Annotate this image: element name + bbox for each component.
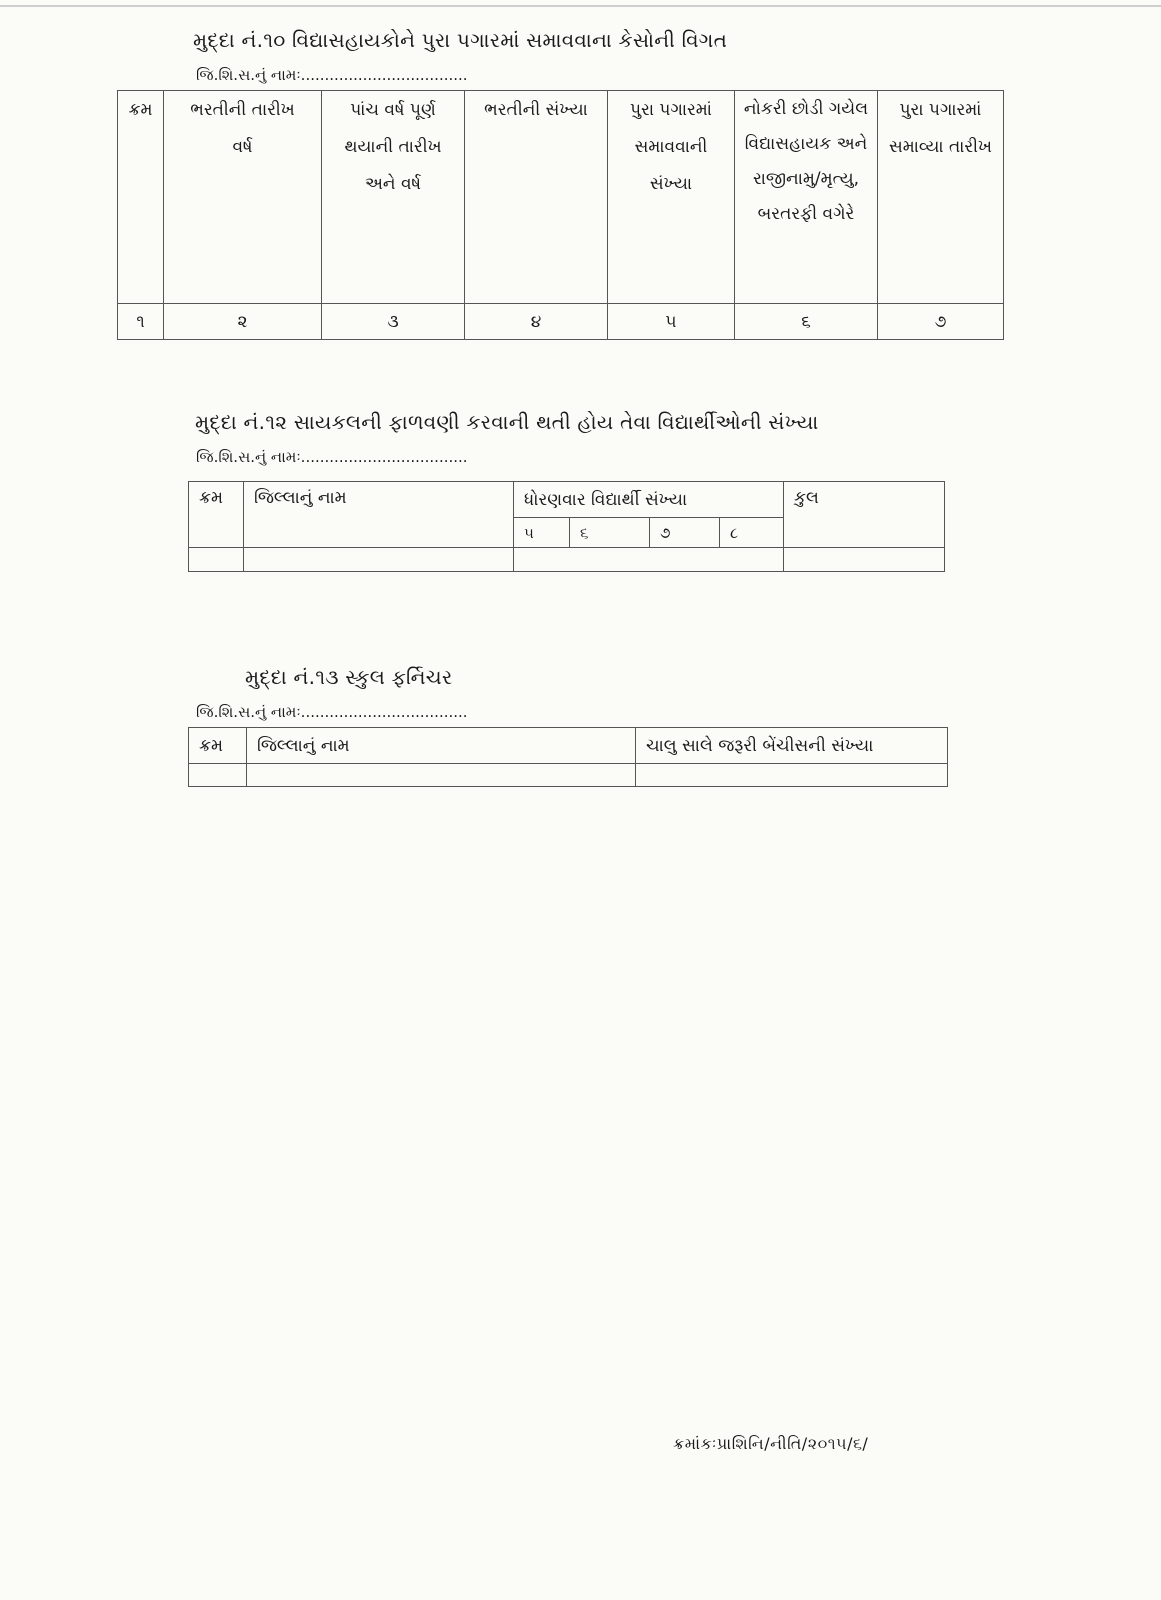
section13-table	[188, 727, 948, 787]
section12-table	[188, 481, 945, 572]
section10-number-row	[118, 304, 1004, 340]
header-total: કુલ	[784, 482, 945, 548]
blank-cell	[514, 548, 784, 572]
section12-heading: મુદ્દા નં.૧૨ સાયકલની ફાળવણી કરવાની થતી હોય તેવા વિદ્યાર્થીઓની સંખ્યા	[195, 410, 819, 434]
section13-heading: મુદ્દા નં.૧૩ સ્કુલ ફર્નિચર	[245, 665, 453, 689]
blank-cell	[244, 548, 514, 572]
header-district-name: જિલ્લાનું નામ	[247, 728, 636, 764]
section12-header-row	[189, 482, 945, 518]
section10-table	[117, 90, 1004, 340]
header-standardwise-students: ધોરણવાર વિદ્યાર્થી સંખ્યા	[514, 482, 784, 518]
col-number: ૫	[608, 304, 735, 340]
header-standard: ૫	[514, 518, 570, 548]
section12-blank-row	[189, 548, 945, 572]
top-rule	[0, 5, 1161, 7]
section10-heading: મુદ્દા નં.૧૦ વિદ્યાસહાયકોને પુરા પગારમાં સમાવવાના કેસોની વિગત	[193, 28, 728, 52]
col-number: ૧	[118, 304, 164, 340]
header-full-pay-count: પુરા પગારમાં સમાવવાની સંખ્યા	[608, 91, 735, 304]
blank-cell	[189, 764, 247, 787]
section13-district-line: જિ.શિ.સ.નું નામઃ...................................	[196, 703, 468, 721]
header-standard: ૭	[650, 518, 720, 548]
section13-header-row	[189, 728, 948, 764]
section12-district-line: જિ.શિ.સ.નું નામઃ...................................	[196, 448, 468, 466]
header-standard: ૮	[720, 518, 784, 548]
col-number: ૩	[322, 304, 465, 340]
header-serial: ક્રમ	[189, 728, 247, 764]
blank-cell	[636, 764, 948, 787]
blank-cell	[247, 764, 636, 787]
col-number: ૬	[735, 304, 878, 340]
col-number: ૨	[164, 304, 322, 340]
section10-district-line: જિ.શિ.સ.નું નામઃ...................................	[196, 66, 468, 84]
header-benches-required: ચાલુ સાલે જરૂરી બેંચીસની સંખ્યા	[636, 728, 948, 764]
header-recruitment-date: ભરતીની તારીખ વર્ષ	[164, 91, 322, 304]
blank-cell	[189, 548, 244, 572]
header-standard: ૬	[570, 518, 650, 548]
document-reference-number: ક્રમાંકઃપ્રાશિનિ/નીતિ/૨૦૧૫/૬/	[673, 1434, 869, 1453]
header-five-years-completed: પાંચ વર્ષ પૂર્ણ થયાની તારીખ અને વર્ષ	[322, 91, 465, 304]
blank-cell	[784, 548, 945, 572]
header-full-pay-date: પુરા પગારમાં સમાવ્યા તારીખ	[878, 91, 1004, 304]
header-serial: ક્રમ	[189, 482, 244, 548]
header-recruitment-count: ભરતીની સંખ્યા	[465, 91, 608, 304]
col-number: ૭	[878, 304, 1004, 340]
col-number: ૪	[465, 304, 608, 340]
header-left-job: નોકરી છોડી ગયેલ વિદ્યાસહાયક અને રાજીનામુ/મૃત્યુ, બરતરફી વગેરે	[735, 91, 878, 304]
section13-blank-row	[189, 764, 948, 787]
section10-header-row	[118, 91, 1004, 304]
header-district-name: જિલ્લાનું નામ	[244, 482, 514, 548]
header-serial: ક્રમ	[118, 91, 164, 304]
